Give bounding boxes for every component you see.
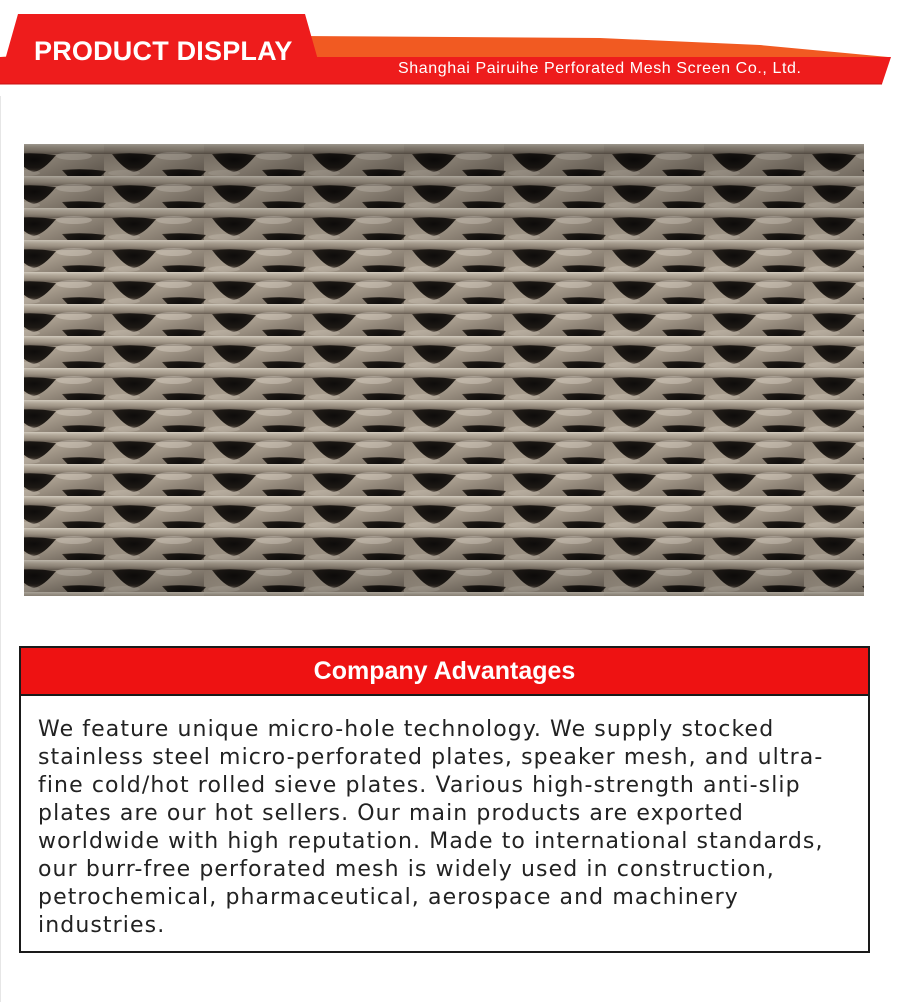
- header-banner: [0, 0, 899, 96]
- perforated-mesh-image: [24, 144, 864, 596]
- banner-title: PRODUCT DISPLAY: [34, 36, 293, 66]
- advantages-title: Company Advantages: [313, 656, 576, 685]
- company-name: Shanghai Pairuihe Perforated Mesh Screen Co., Ltd.: [398, 60, 802, 77]
- left-divider: [0, 96, 1, 1002]
- advantages-header: [21, 648, 868, 696]
- product-photo: [24, 144, 864, 596]
- advantages-text: We feature unique micro-hole technology. We supply stocked stainless steel micro-perforated plates, speaker mesh, and ultra-fine cold/hot rolled sieve plates. Various high-strength anti-slip plates are our hot sellers. Our main products are exported worldwide with high reputation. Made to international standards, our burr-free perforated mesh is widely used in construction, petrochemical, pharmaceutical, aerospace and machinery industries.: [38, 717, 824, 938]
- company-advantages-panel: [19, 646, 870, 953]
